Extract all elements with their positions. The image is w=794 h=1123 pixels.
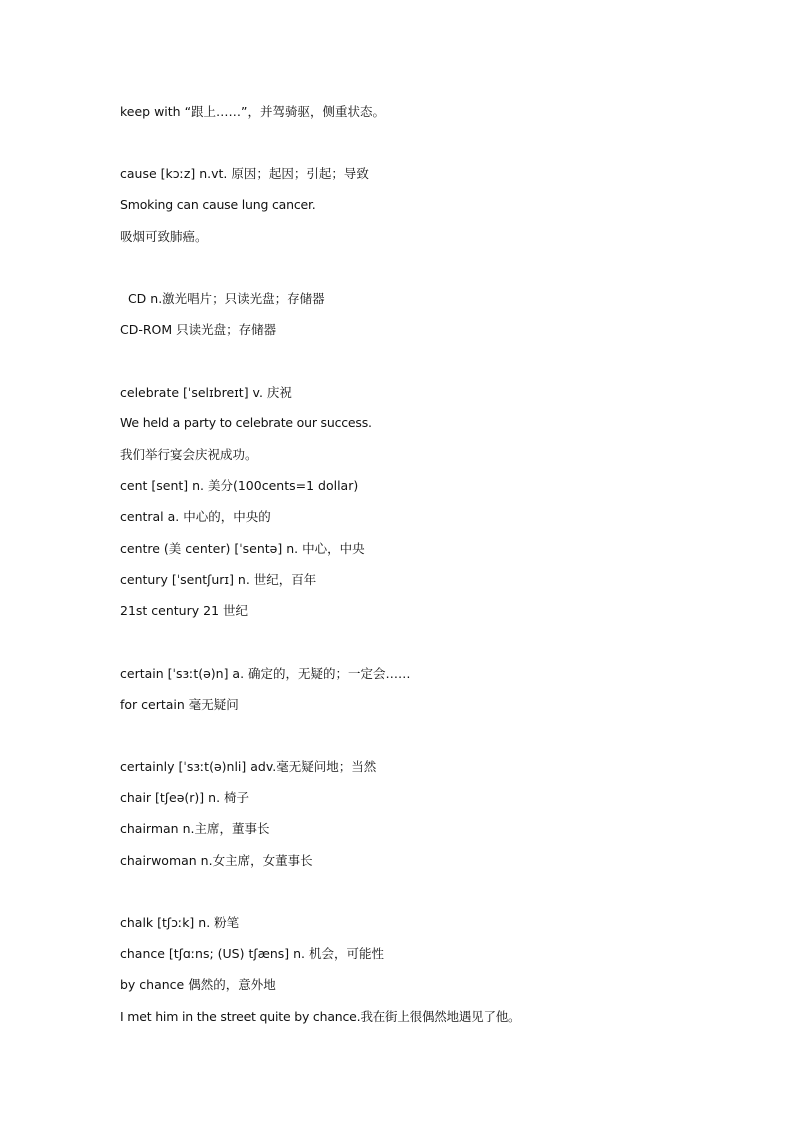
entry-keep-with: keep with “跟上……”，并驾骑驱，侧重状态。	[120, 104, 386, 119]
entry-chairwoman: chairwoman n.女主席，女董事长	[120, 853, 313, 868]
entry-chance: chance [tʃɑːns; (US) tʃæns] n. 机会，可能性	[120, 946, 384, 961]
entry-centre: centre (美 center) [ˈsentə] n. 中心，中央	[120, 541, 365, 556]
entry-cd-rom: CD-ROM 只读光盘；存储器	[120, 322, 277, 337]
example-sentence: Smoking can cause lung cancer.	[120, 197, 316, 212]
entry-for-certain: for certain 毫无疑问	[120, 697, 239, 712]
entry-celebrate: celebrate [ˈselɪbreɪt] v. 庆祝	[120, 385, 292, 400]
entry-certainly: certainly [ˈsɜːt(ə)nli] adv.毫无疑问地；当然	[120, 759, 377, 774]
entry-certain: certain [ˈsɜːt(ə)n] a. 确定的，无疑的；一定会……	[120, 666, 411, 681]
example-translation: 我们举行宴会庆祝成功。	[120, 447, 258, 462]
entry-central: central a. 中心的，中央的	[120, 509, 271, 524]
entry-chairman: chairman n.主席，董事长	[120, 821, 270, 836]
entry-chalk: chalk [tʃɔːk] n. 粉笔	[120, 915, 240, 930]
entry-cd: CD n.激光唱片；只读光盘；存储器	[120, 291, 325, 306]
entry-cause: cause [kɔːz] n.vt. 原因；起因；引起；导致	[120, 166, 369, 181]
entry-21st-century: 21st century 21 世纪	[120, 603, 248, 618]
example-translation: 吸烟可致肺癌。	[120, 229, 208, 244]
entry-by-chance: by chance 偶然的，意外地	[120, 977, 276, 992]
entry-cent: cent [sent] n. 美分(100cents=1 dollar)	[120, 478, 359, 493]
entry-chair: chair [tʃeə(r)] n. 椅子	[120, 790, 250, 805]
entry-century: century [ˈsentʃurɪ] n. 世纪，百年	[120, 572, 317, 587]
example-sentence: I met him in the street quite by chance.我在街上很偶然地遇见了他。	[120, 1009, 521, 1024]
example-sentence: We held a party to celebrate our success.	[120, 415, 372, 430]
